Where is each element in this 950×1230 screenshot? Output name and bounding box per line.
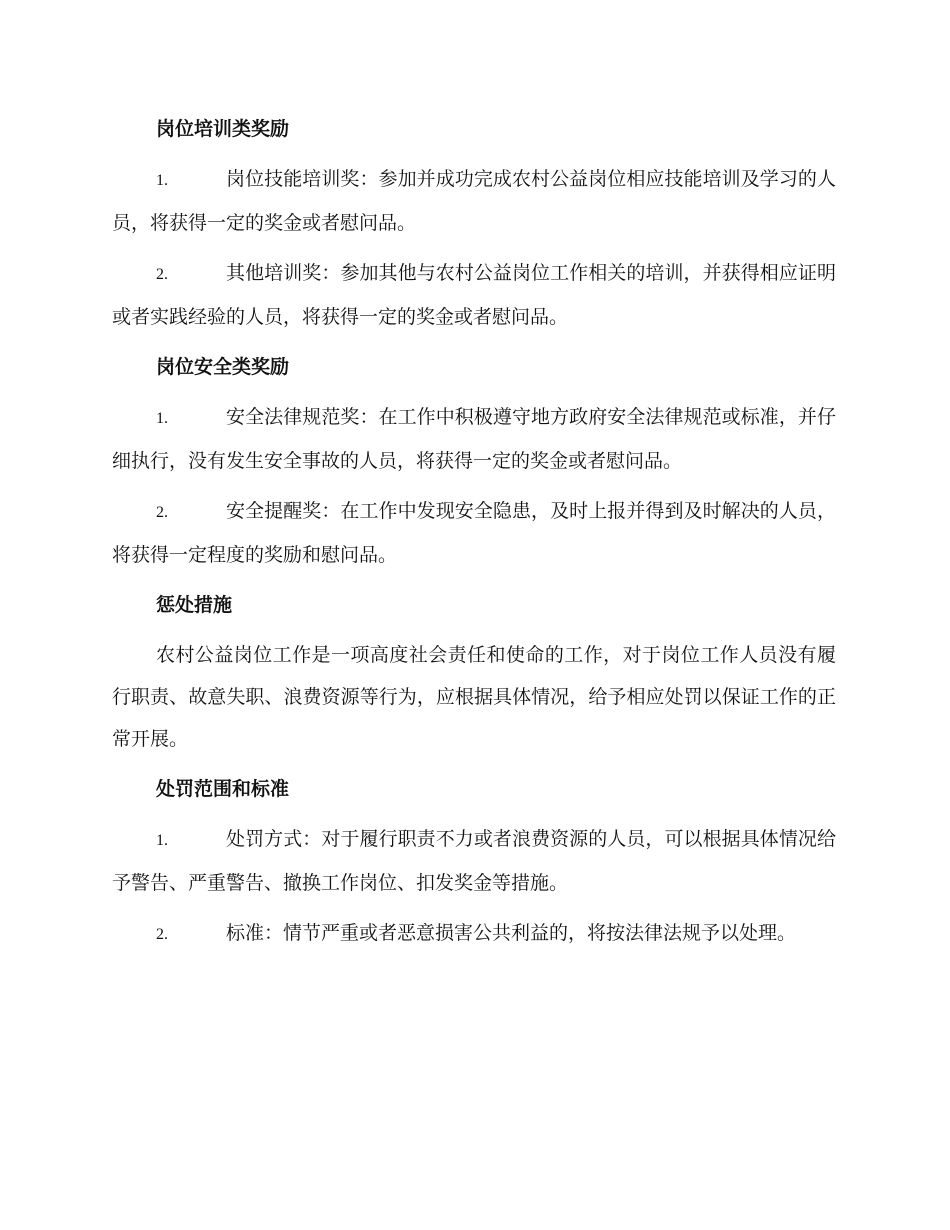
list-item (112, 490, 836, 576)
list-number: 1. (156, 172, 168, 189)
list-item (112, 818, 836, 904)
list-item-text: 安全法律规范奖：在工作中积极遵守地方政府安全法律规范或标准，并仔细执行，没有发生安全事故的人员，将获得一定的奖金或者慰问品。 (112, 406, 836, 472)
section-heading-training: 岗位培训类奖励 (156, 118, 290, 140)
list-number: 1. (156, 832, 168, 849)
list-item (112, 252, 836, 338)
list-number: 2. (156, 504, 168, 521)
list-number: 2. (156, 926, 168, 943)
list-number: 2. (156, 266, 168, 283)
list-item-text: 标准：情节严重或者恶意损害公共利益的，将按法律法规予以处理。 (226, 922, 797, 944)
section-heading-scope: 处罚范围和标准 (156, 778, 290, 800)
section-heading-safety: 岗位安全类奖励 (156, 356, 290, 378)
list-item (112, 912, 836, 956)
list-item-text: 处罚方式：对于履行职责不力或者浪费资源的人员，可以根据具体情况给予警告、严重警告、撤换工作岗位、扣发奖金等措施。 (112, 828, 836, 894)
list-item (112, 396, 836, 482)
list-item-text: 其他培训奖：参加其他与农村公益岗位工作相关的培训，并获得相应证明或者实践经验的人员，将获得一定的奖金或者慰问品。 (112, 262, 836, 328)
list-item-text: 安全提醒奖：在工作中发现安全隐患，及时上报并得到及时解决的人员，将获得一定程度的奖励和慰问品。 (112, 500, 836, 566)
list-number: 1. (156, 410, 168, 427)
penalty-paragraph: 农村公益岗位工作是一项高度社会责任和使命的工作，对于岗位工作人员没有履行职责、故意失职、浪费资源等行为，应根据具体情况，给予相应处罚以保证工作的正常开展。 (112, 644, 836, 750)
section-heading-penalty: 惩处措施 (156, 594, 233, 616)
list-item-text: 岗位技能培训奖：参加并成功完成农村公益岗位相应技能培训及学习的人员，将获得一定的奖金或者慰问品。 (112, 168, 836, 234)
list-item (112, 158, 836, 244)
document-body (112, 108, 836, 964)
